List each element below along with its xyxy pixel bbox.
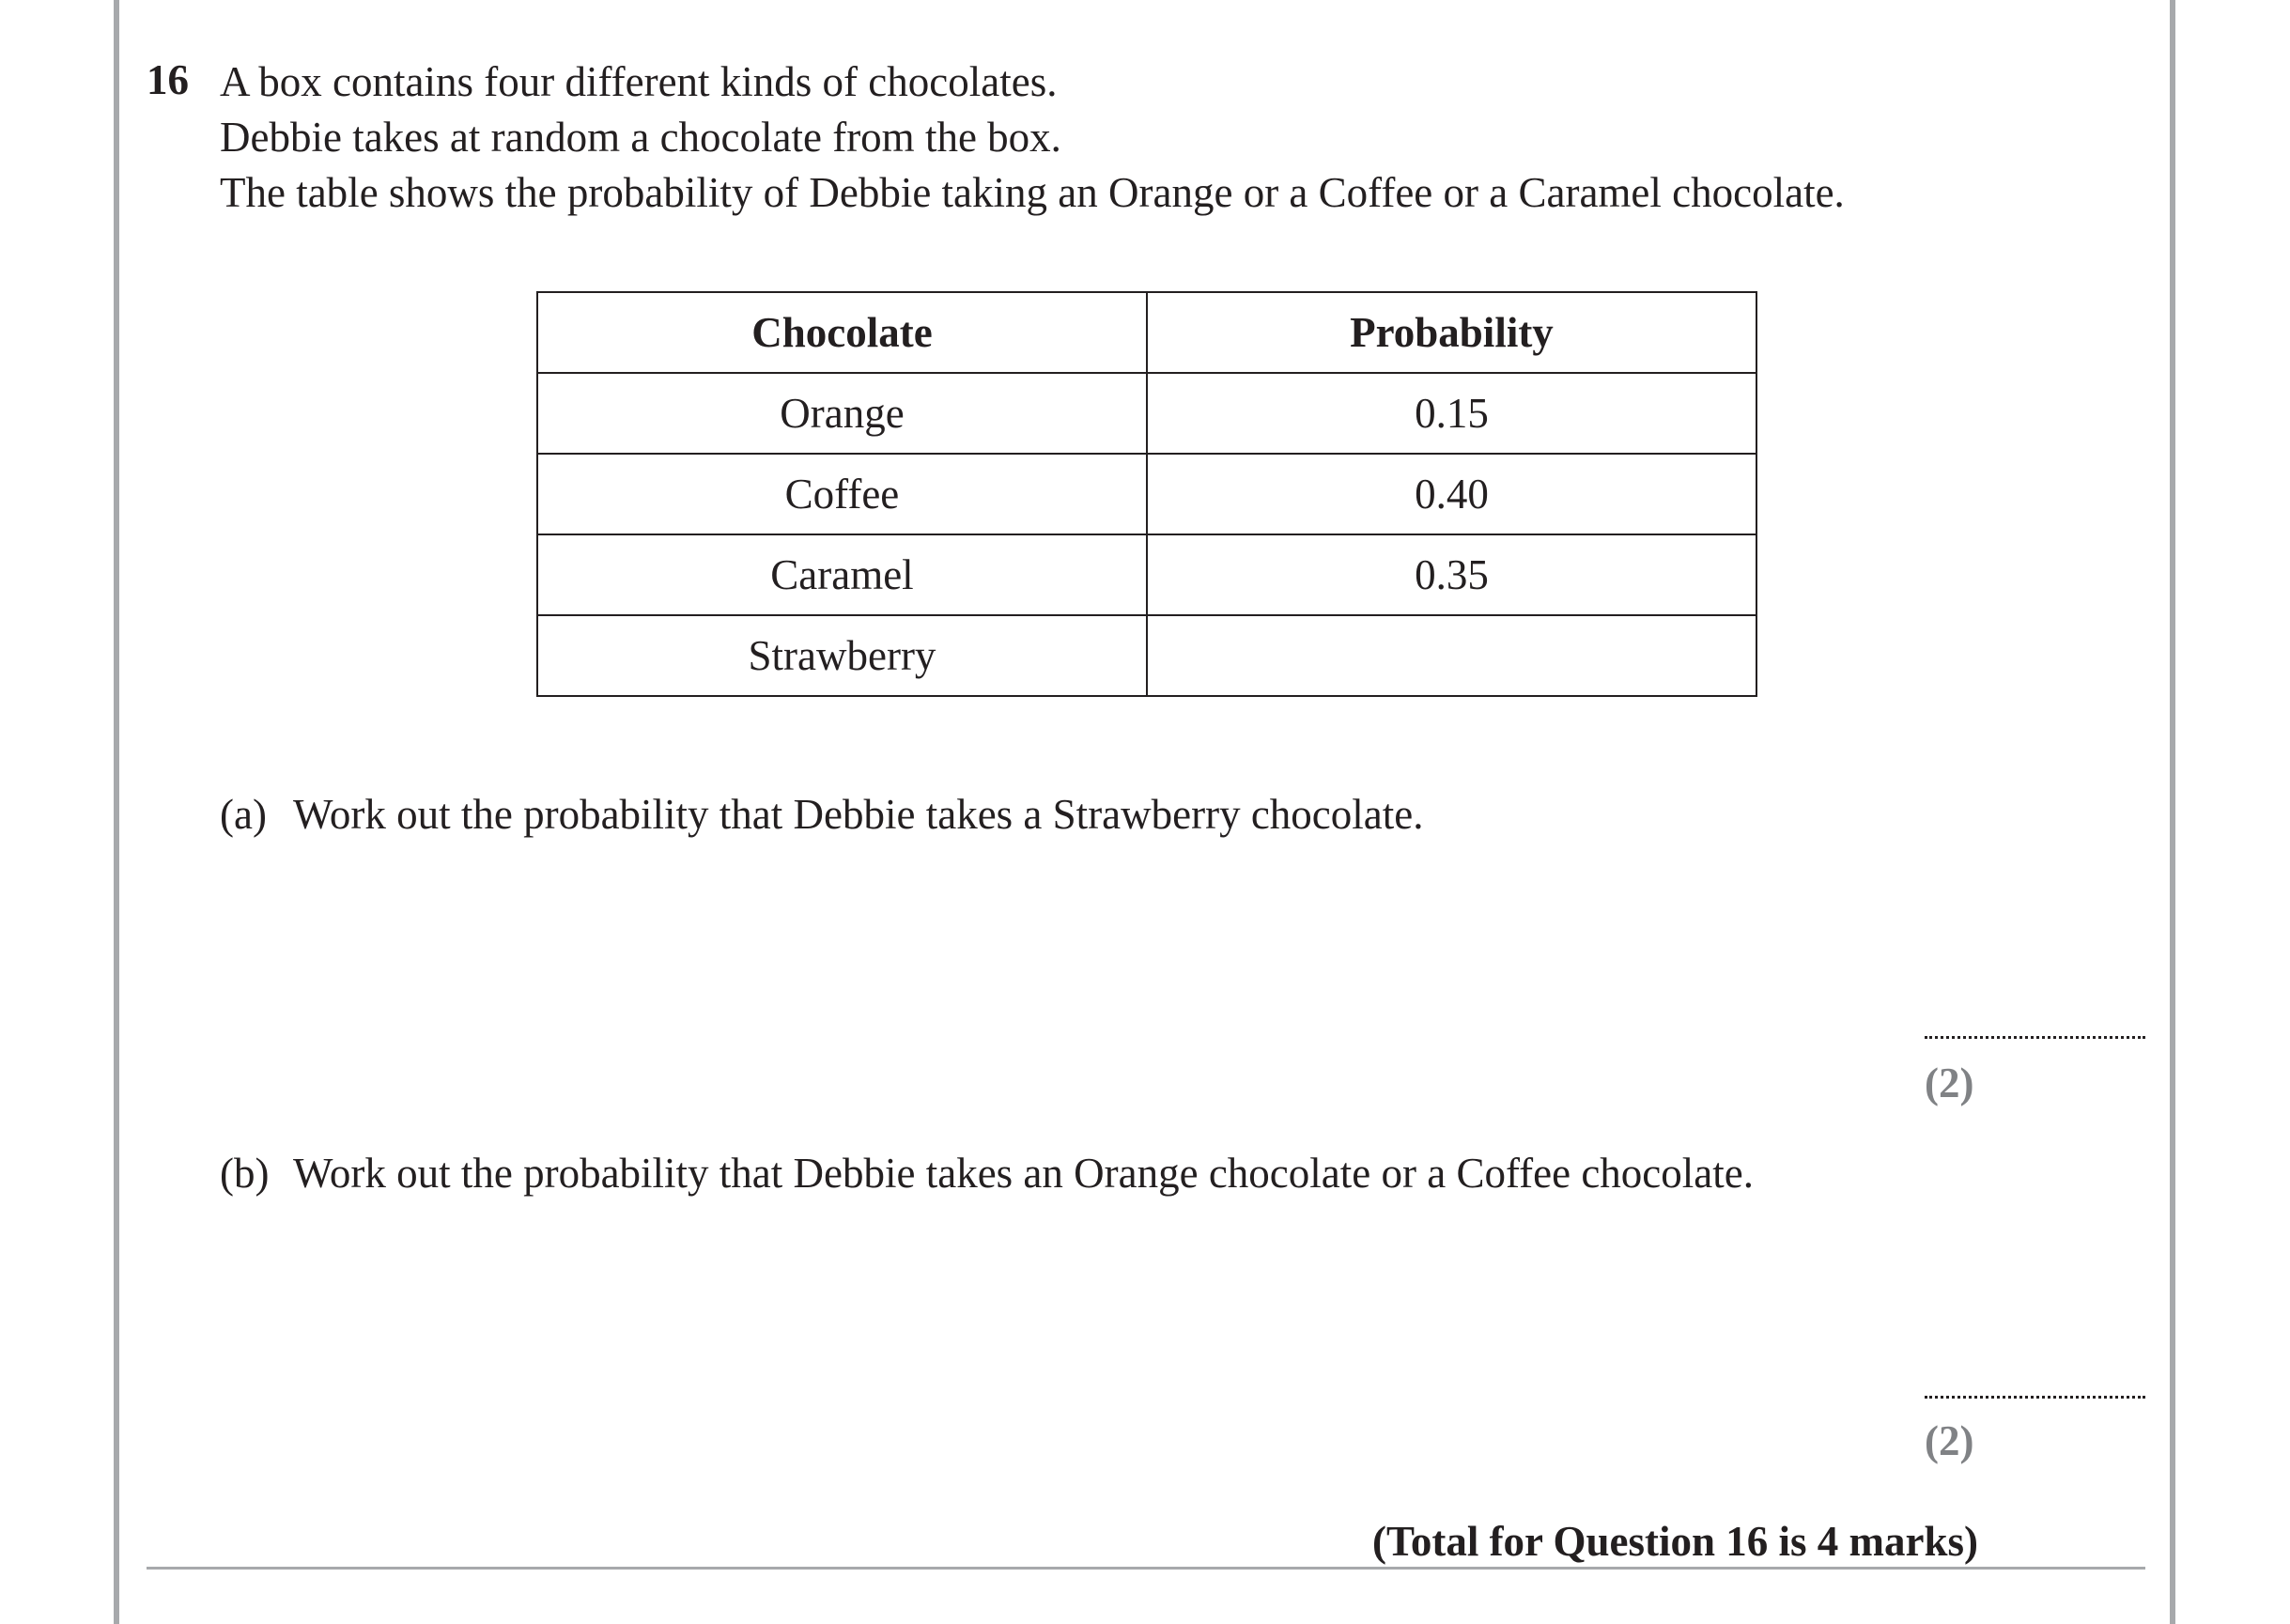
part-a [220,789,1424,840]
header-probability: Probability [1147,292,1756,373]
probability-cell: 0.15 [1147,373,1756,454]
total-marks: (Total for Question 16 is 4 marks) [1371,1518,1978,1565]
stem-line: The table shows the probability of Debbie taking an Orange or a Coffee or a Caramel chocolate. [220,169,1845,216]
chocolate-cell: Strawberry [537,615,1147,696]
question-number: 16 [147,56,189,103]
probability-cell: 0.40 [1147,454,1756,534]
table-row [537,454,1756,534]
chocolate-cell: Orange [537,373,1147,454]
answer-line-b[interactable] [1925,1396,2145,1399]
marks-b: (2) [1925,1417,1974,1464]
part-a-label: (a) [220,791,267,838]
stem-line: A box contains four different kinds of chocolates. [220,58,1058,105]
part-a-text: Work out the probability that Debbie takes a Strawberry chocolate. [293,791,1424,838]
chocolate-cell: Caramel [537,534,1147,615]
table-row [537,615,1756,696]
page-border-right [2170,0,2175,1624]
table-header-row [537,292,1756,373]
chocolate-cell: Coffee [537,454,1147,534]
page-border-left [114,0,119,1624]
stem-line: Debbie takes at random a chocolate from the box. [220,114,1061,161]
table-row [537,534,1756,615]
part-b-text: Work out the probability that Debbie takes an Orange chocolate or a Coffee chocolate. [293,1150,1754,1197]
probability-cell-empty[interactable] [1147,615,1756,696]
header-chocolate: Chocolate [537,292,1147,373]
answer-line-a[interactable] [1925,1036,2145,1039]
part-b-label: (b) [220,1150,270,1197]
question-stem [220,54,1845,221]
table-row [537,373,1756,454]
probability-table [536,291,1757,697]
part-b [220,1148,1754,1199]
bottom-rule [147,1567,2145,1570]
marks-a: (2) [1925,1059,1974,1106]
probability-cell: 0.35 [1147,534,1756,615]
